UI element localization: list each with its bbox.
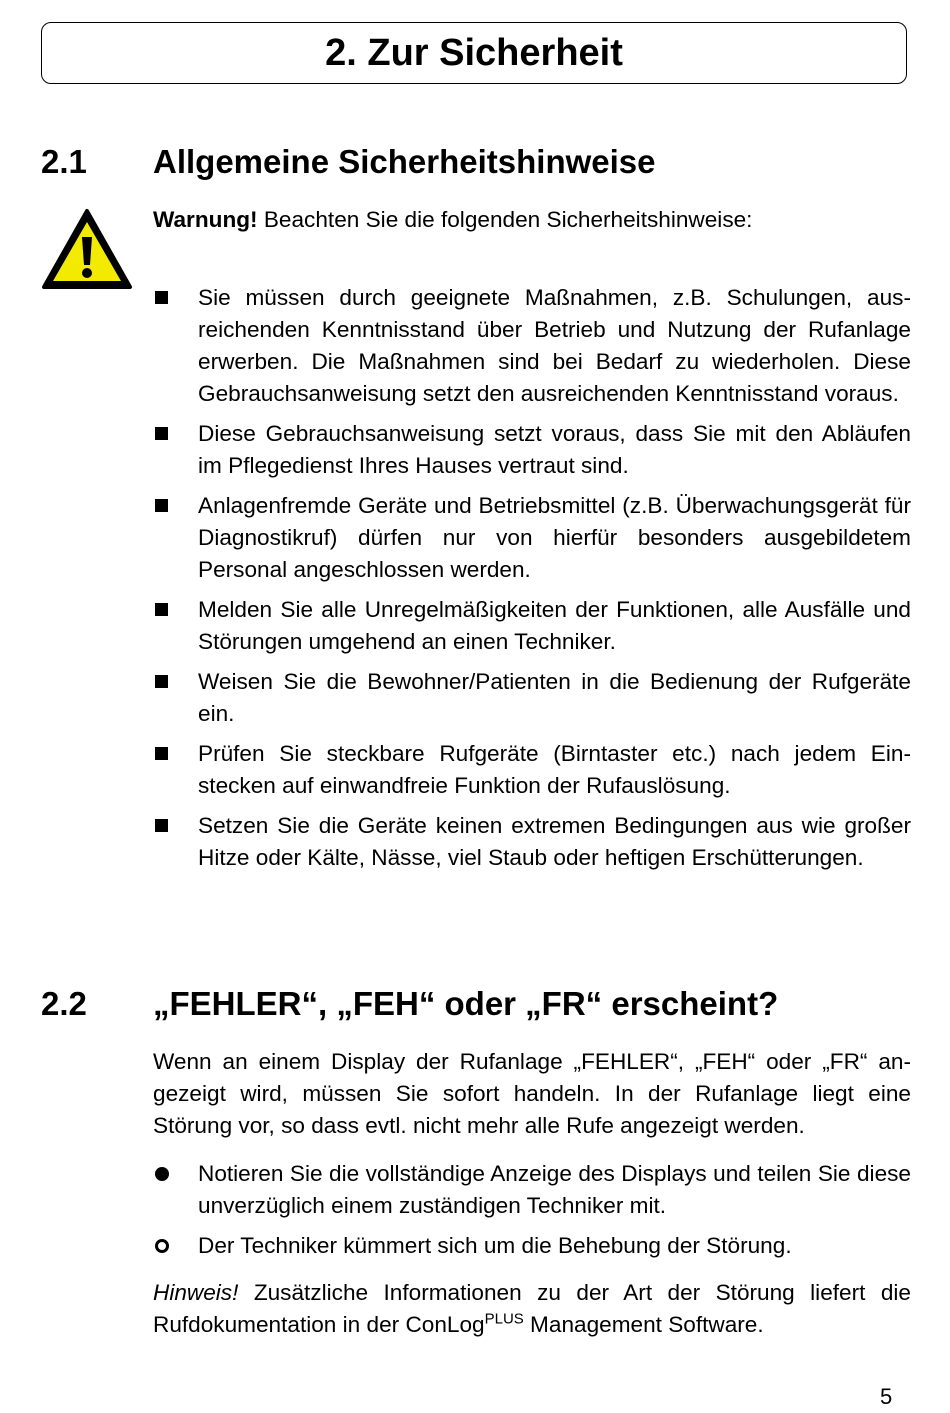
list-item: Anlagenfremde Geräte und Betriebsmittel (z.B. Überwachungsgerät für Diagnostikruf) dürfen nur von hierfür besonders ausgebildetem Personal angeschlossen werden. [153, 490, 911, 586]
square-bullet-icon [155, 675, 168, 688]
page-number: 5 [880, 1384, 893, 1409]
result-item: Der Techniker kümmert sich um die Behebung der Störung. [153, 1230, 911, 1262]
filled-circle-bullet-icon [155, 1167, 169, 1181]
section-title: Allgemeine Sicherheitshinweise [153, 143, 656, 180]
square-bullet-icon [155, 499, 168, 512]
list-item: Weisen Sie die Bewohner/Patienten in die Bedienung der Rufgeräte ein. [153, 666, 911, 730]
square-bullet-icon [155, 291, 168, 304]
chapter-title: 2. Zur Sicherheit [325, 31, 623, 74]
chapter-title-box [41, 22, 907, 84]
list-item: Prüfen Sie steckbare Rufgeräte (Birntaster etc.) nach jedem Einstecken auf einwandfreie Funktion der Rufauslösung. [153, 738, 911, 802]
action-item: Notieren Sie die vollständige Anzeige des Displays und teilen Sie diese unverzüglich einem zuständigen Techniker mit. [153, 1158, 911, 1222]
section-2-2-intro: Wenn an einem Display der Rufanlage „FEHLER“, „FEH“ oder „FR“ angezeigt wird, müssen Sie sofort handeln. In der Rufanlage liegt eine Störung vor, so dass evtl. nicht mehr alle Rufe angezeigt werden. [153, 1049, 911, 1138]
section-heading-2-1 [41, 143, 656, 181]
list-item: Setzen Sie die Geräte keinen extremen Bedingungen aus wie großer Hitze oder Kälte, Nässe, viel Staub oder heftigen Erschütterungen. [153, 810, 911, 874]
list-item: Diese Gebrauchsanweisung setzt voraus, dass Sie mit den Abläufen im Pflegedienst Ihres Hauses vertraut sind. [153, 418, 911, 482]
hollow-circle-bullet-icon [155, 1239, 169, 1253]
warning-triangle-icon [41, 208, 133, 290]
section-number: 2.1 [41, 143, 87, 180]
square-bullet-icon [155, 427, 168, 440]
warning-text: Beachten Sie die folgenden Sicherheitshinweise: [257, 207, 753, 232]
list-item: Melden Sie alle Unregelmäßigkeiten der Funktionen, alle Ausfälle und Störungen umgehend an einen Techniker. [153, 594, 911, 658]
note-text: Zusätzliche Informationen zu der Art der Störung liefert die Rufdokumentation in der ConLog [153, 1280, 911, 1337]
square-bullet-icon [155, 747, 168, 760]
note-paragraph [153, 1277, 911, 1341]
square-bullet-icon [155, 603, 168, 616]
warning-line [153, 204, 911, 236]
section-number: 2.2 [41, 985, 87, 1022]
action-list [153, 1158, 911, 1270]
square-bullet-icon [155, 819, 168, 832]
note-end: Management Software. [523, 1312, 764, 1337]
note-superscript: PLUS [484, 1310, 524, 1328]
section-heading-2-2 [41, 985, 778, 1023]
safety-bullet-list [153, 282, 911, 882]
note-label: Hinweis! [153, 1280, 239, 1305]
section-title: „FEHLER“, „FEH“ oder „FR“ erscheint? [153, 985, 779, 1022]
warning-label: Warnung! [153, 207, 258, 232]
list-item: Sie müssen durch geeignete Maßnahmen, z.B. Schulungen, ausreichenden Kenntnisstand über Betrieb und Nutzung der Rufanlage erwerben. Die Maßnahmen sind bei Bedarf zu wiederholen. Diese Gebrauchsanweisung setzt den ausreichenden Kenntnisstand voraus. [153, 282, 911, 410]
